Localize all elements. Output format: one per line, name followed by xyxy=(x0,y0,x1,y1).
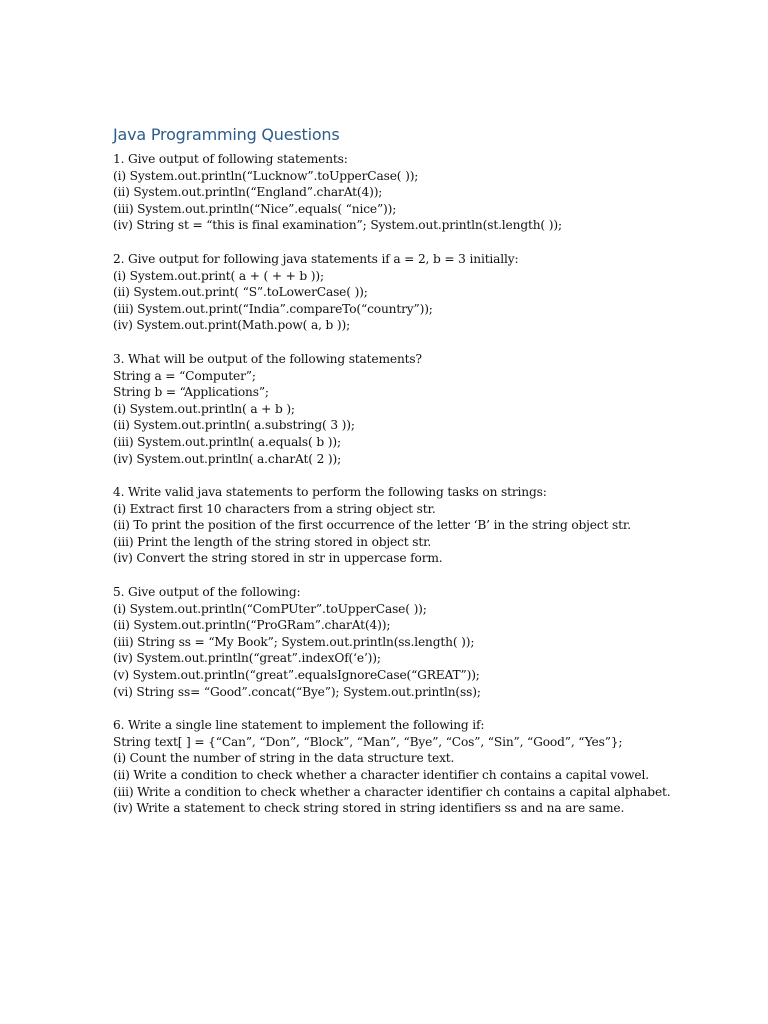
question-heading: 3. What will be output of the following statements? xyxy=(113,351,422,366)
question-block-1 xyxy=(113,151,733,234)
question-item: (iv) System.out.print(Math.pow( a, b )); xyxy=(113,318,351,333)
question-item: (ii) System.out.println( a.substring( 3 )); xyxy=(113,418,355,433)
page-title: Java Programming Questions xyxy=(113,125,340,144)
question-item: (i) System.out.println(“Lucknow”.toUpperCase( )); xyxy=(113,168,419,183)
question-heading: 1. Give output of following statements: xyxy=(113,152,348,166)
question-block-6 xyxy=(113,717,733,817)
question-item: (iii) String ss = “My Book”; System.out.println(ss.length( )); xyxy=(113,634,475,649)
question-item: (iv) Convert the string stored in str in uppercase form. xyxy=(113,551,443,566)
question-heading: 2. Give output for following java statements if a = 2, b = 3 initially: xyxy=(113,251,519,266)
question-item: (iii) System.out.println( a.equals( b )); xyxy=(113,434,341,449)
question-item: (i) System.out.println(“ComPUter”.toUpperCase( )); xyxy=(113,601,427,616)
question-item: (iii) System.out.print(“India”.compareTo(“country”)); xyxy=(113,301,433,316)
question-item: (ii) To print the position of the first occurrence of the letter ‘B’ in the string object str. xyxy=(113,518,631,533)
question-item: (iv) System.out.println(“great”.indexOf(‘e’)); xyxy=(113,651,381,666)
question-block-4 xyxy=(113,484,733,567)
question-item: (iv) String st = “this is final examination”; System.out.println(st.length( )); xyxy=(113,218,562,233)
question-heading: 6. Write a single line statement to implement the following if: xyxy=(113,718,485,733)
question-item: (i) System.out.println( a + b ); xyxy=(113,401,295,416)
question-block-2 xyxy=(113,251,733,334)
question-item: String a = “Computer”; xyxy=(113,368,256,383)
question-item: (vi) String ss= “Good”.concat(“Bye”); System.out.println(ss); xyxy=(113,684,481,699)
question-item: String text[ ] = {“Can”, “Don”, “Block”, “Man”, “Bye”, “Cos”, “Sin”, “Good”, “Yes”}; xyxy=(113,734,623,749)
document-page xyxy=(113,123,733,834)
question-item: (iv) Write a statement to check string stored in string identifiers ss and na are same. xyxy=(113,801,625,816)
question-item: (ii) System.out.print( “S”.toLowerCase( )); xyxy=(113,285,368,300)
question-heading: 5. Give output of the following: xyxy=(113,585,301,600)
question-item: String b = “Applications”; xyxy=(113,385,269,400)
question-item: (i) System.out.print( a + ( + + b )); xyxy=(113,268,324,283)
question-block-3 xyxy=(113,351,733,467)
question-item: (iv) System.out.println( a.charAt( 2 )); xyxy=(113,451,342,466)
question-heading: 4. Write valid java statements to perform the following tasks on strings: xyxy=(113,485,547,500)
question-list xyxy=(113,151,733,817)
question-item: (i) Count the number of string in the data structure text. xyxy=(113,751,455,766)
question-item: (ii) System.out.println(“England”.charAt(4)); xyxy=(113,185,383,200)
question-item: (iii) Write a condition to check whether a character identifier ch contains a capital alphabet. xyxy=(113,784,671,799)
question-item: (v) System.out.println(“great”.equalsIgnoreCase(“GREAT”)); xyxy=(113,668,480,683)
question-item: (i) Extract first 10 characters from a string object str. xyxy=(113,501,436,516)
question-item: (iii) System.out.println(“Nice”.equals( “nice”)); xyxy=(113,201,397,216)
question-item: (ii) System.out.println(“ProGRam”.charAt(4)); xyxy=(113,618,391,633)
question-item: (ii) Write a condition to check whether a character identifier ch contains a capital vowel. xyxy=(113,768,649,782)
question-block-5 xyxy=(113,584,733,700)
question-item: (iii) Print the length of the string stored in object str. xyxy=(113,534,432,549)
